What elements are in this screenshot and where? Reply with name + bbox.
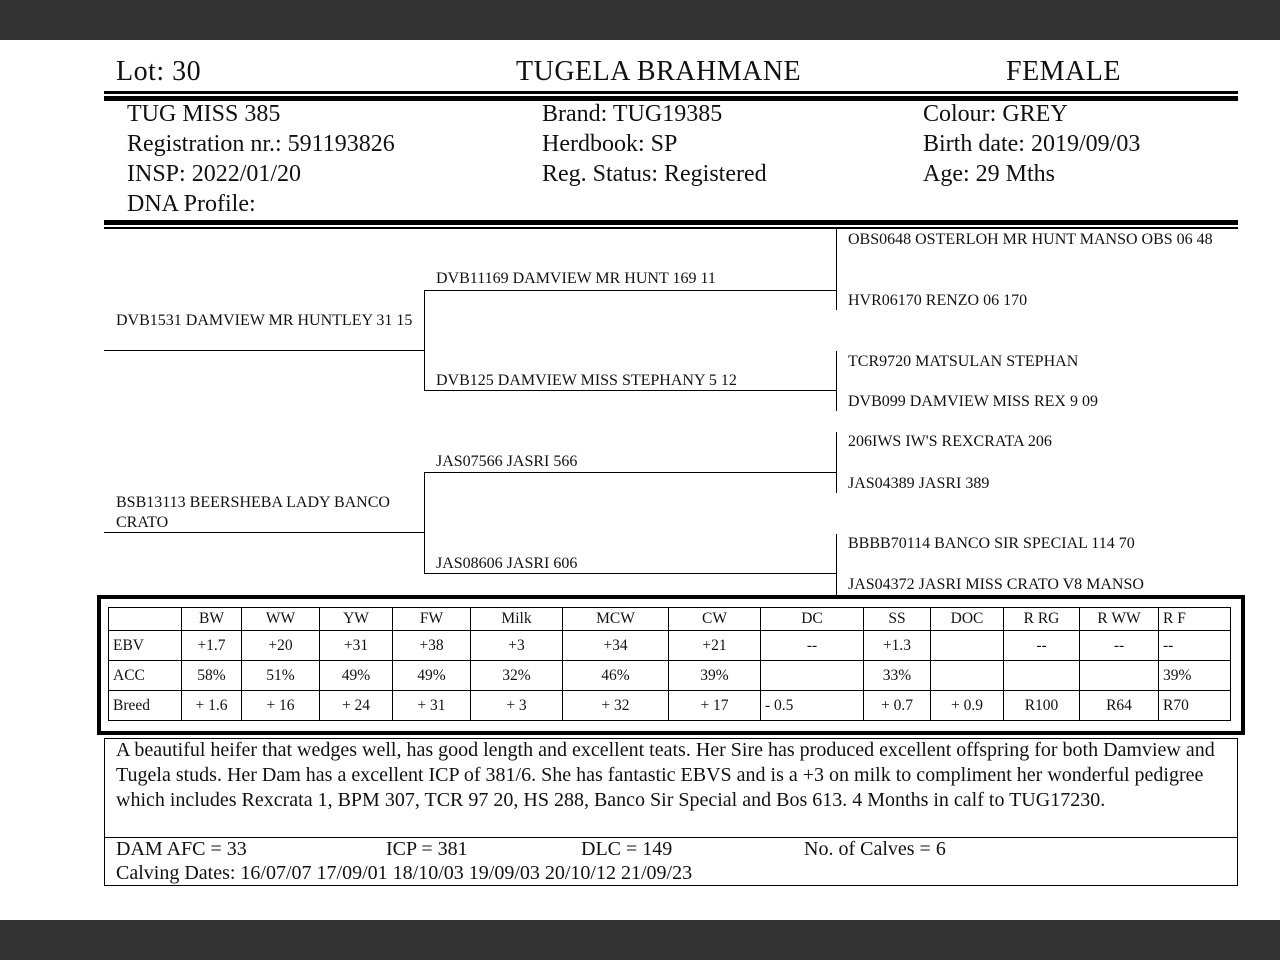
ebv-cell: -- — [1159, 631, 1231, 661]
ebv-cell: 49% — [320, 661, 393, 691]
ebv-cell: R64 — [1080, 691, 1159, 721]
ebv-col-ss: SS — [864, 608, 931, 631]
pedigree-sire-sire: DVB11169 DAMVIEW MR HUNT 169 11 — [436, 270, 716, 287]
ebv-col-milk: Milk — [471, 608, 563, 631]
bottom-bar — [0, 920, 1280, 960]
ebv-cell: 39% — [669, 661, 761, 691]
ebv-cell: -- — [1080, 631, 1159, 661]
ebv-col-cw: CW — [669, 608, 761, 631]
ebv-cell: +34 — [563, 631, 669, 661]
ebv-cell: +31 — [320, 631, 393, 661]
ebv-cell: 33% — [864, 661, 931, 691]
ebv-cell: - 0.5 — [761, 691, 864, 721]
ebv-row-breed — [109, 691, 1231, 721]
pedigree-g3-3: TCR9720 MATSULAN STEPHAN — [848, 353, 1079, 370]
ebv-cell — [931, 631, 1004, 661]
registration-number: Registration nr.: 591193826 — [127, 131, 395, 157]
ebv-cell: +3 — [471, 631, 563, 661]
ebv-cell: 58% — [182, 661, 242, 691]
ebv-cell: 49% — [393, 661, 471, 691]
ebv-cell: +20 — [242, 631, 320, 661]
ebv-cell — [1004, 661, 1080, 691]
ebv-row-acc — [109, 661, 1231, 691]
ebv-cell: + 17 — [669, 691, 761, 721]
herdbook: Herdbook: SP — [542, 131, 678, 157]
ebv-cell — [761, 661, 864, 691]
ebv-col-dc: DC — [761, 608, 864, 631]
pedigree-sire-dam: DVB125 DAMVIEW MISS STEPHANY 5 12 — [436, 372, 737, 389]
ebv-cell: +21 — [669, 631, 761, 661]
pedigree-sire: DVB1531 DAMVIEW MR HUNTLEY 31 15 — [116, 312, 413, 329]
dam-icp: ICP = 381 — [386, 838, 468, 860]
ebv-cell: +1.7 — [182, 631, 242, 661]
breed-title: TUGELA BRAHMANE — [516, 56, 802, 87]
age: Age: 29 Mths — [923, 161, 1055, 187]
ebv-col-ww: WW — [242, 608, 320, 631]
pedigree-dam-sire: JAS07566 JASRI 566 — [436, 453, 578, 470]
pedigree-dam-dam: JAS08606 JASRI 606 — [436, 555, 578, 572]
ebv-col-fw: FW — [393, 608, 471, 631]
insp-date: INSP: 2022/01/20 — [127, 161, 302, 187]
ebv-row-ebv — [109, 631, 1231, 661]
ebv-cell: -- — [761, 631, 864, 661]
ebv-cell: EBV — [109, 631, 182, 661]
pedigree-g3-5: 206IWS IW'S REXCRATA 206 — [848, 433, 1052, 450]
birth-date: Birth date: 2019/09/03 — [923, 131, 1141, 157]
pedigree-g3-4: DVB099 DAMVIEW MISS REX 9 09 — [848, 393, 1098, 410]
ebv-header-row — [109, 608, 1231, 631]
ebv-col-rrg: R RG — [1004, 608, 1080, 631]
dam-dlc: DLC = 149 — [581, 838, 673, 860]
ebv-table — [108, 607, 1231, 721]
ebv-cell: 46% — [563, 661, 669, 691]
pedigree-g3-1: OBS0648 OSTERLOH MR HUNT MANSO OBS 06 48 — [848, 231, 1213, 248]
calving-dates: Calving Dates: 16/07/07 17/09/01 18/10/03 19/09/03 20/10/12 21/09/23 — [116, 862, 693, 884]
info-rule-bottom — [104, 227, 1238, 229]
ebv-cell: + 0.9 — [931, 691, 1004, 721]
ebv-cell: + 24 — [320, 691, 393, 721]
ebv-cell: +1.3 — [864, 631, 931, 661]
ebv-cell: R100 — [1004, 691, 1080, 721]
colour: Colour: GREY — [923, 101, 1068, 127]
ebv-col-rww: R WW — [1080, 608, 1159, 631]
ebv-col-doc: DOC — [931, 608, 1004, 631]
info-rule-top — [104, 220, 1238, 225]
dna-profile: DNA Profile: — [127, 191, 256, 217]
ebv-cell: + 32 — [563, 691, 669, 721]
ebv-cell: + 1.6 — [182, 691, 242, 721]
ebv-cell: + 31 — [393, 691, 471, 721]
reg-status: Reg. Status: Registered — [542, 161, 767, 187]
dam-afc: DAM AFC = 33 — [116, 838, 247, 860]
ebv-cell: Breed — [109, 691, 182, 721]
ebv-cell — [931, 661, 1004, 691]
ebv-cell: + 16 — [242, 691, 320, 721]
pedigree-g3-8: JAS04372 JASRI MISS CRATO V8 MANSO — [848, 576, 1144, 593]
ebv-cell: 39% — [1159, 661, 1231, 691]
ebv-col-rf: R F — [1159, 608, 1231, 631]
header-rule-top — [104, 91, 1238, 94]
ebv-cell: R70 — [1159, 691, 1231, 721]
pedigree-dam: BSB13113 BEERSHEBA LADY BANCO CRATO — [116, 494, 390, 531]
ebv-cell: +38 — [393, 631, 471, 661]
ebv-col-mcw: MCW — [563, 608, 669, 631]
pedigree-g3-2: HVR06170 RENZO 06 170 — [848, 292, 1028, 309]
ebv-cell: -- — [1004, 631, 1080, 661]
ebv-col-bw: BW — [182, 608, 242, 631]
dam-calves: No. of Calves = 6 — [804, 838, 946, 860]
ebv-cell: + 3 — [471, 691, 563, 721]
ebv-col-blank — [109, 608, 182, 631]
ebv-cell: 32% — [471, 661, 563, 691]
lot-number: Lot: 30 — [116, 56, 202, 87]
ebv-cell: 51% — [242, 661, 320, 691]
sex-label: FEMALE — [1006, 56, 1121, 87]
ebv-col-yw: YW — [320, 608, 393, 631]
brand: Brand: TUG19385 — [542, 101, 723, 127]
ebv-cell: + 0.7 — [864, 691, 931, 721]
pedigree-g3-6: JAS04389 JASRI 389 — [848, 475, 990, 492]
ebv-cell — [1080, 661, 1159, 691]
ebv-cell: ACC — [109, 661, 182, 691]
top-bar — [0, 0, 1280, 40]
description-text: A beautiful heifer that wedges well, has good length and excellent teats. Her Sire has produced excellent offspring for both Damview and Tugela studs. Her Dam has a excellent ICP of 381/6. She has fantastic EBVS and is a +3 on milk to compliment her wonderful pedigree which includes Rexcrata 1, BPM 307, TCR 97 20, HS 288, Banco Sir Special and Bos 613. 4 Months in calf to TUG17230. — [116, 739, 1215, 811]
pedigree-g3-7: BBBB70114 BANCO SIR SPECIAL 114 70 — [848, 535, 1135, 552]
animal-name: TUG MISS 385 — [127, 101, 281, 127]
